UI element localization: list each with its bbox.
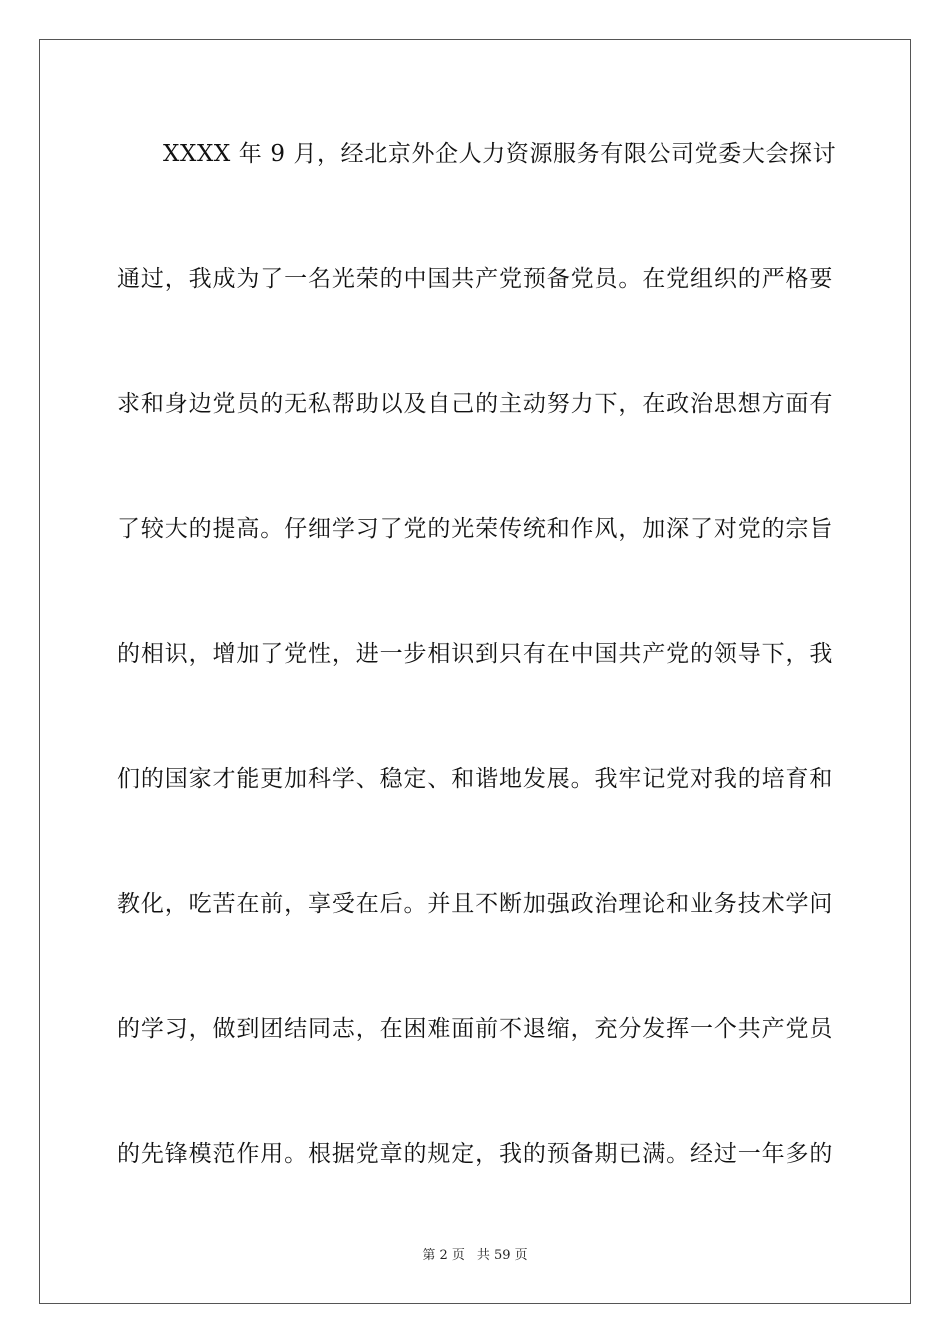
paragraph-line-8: 的学习，做到团结同志，在困难面前不退缩，充分发挥一个共产党员 — [117, 1016, 833, 1042]
page-footer — [0, 1248, 950, 1264]
paragraph-line-7: 教化，吃苦在前，享受在后。并且不断加强政治理论和业务技术学问 — [117, 891, 833, 917]
page-border — [39, 39, 911, 1304]
paragraph-line-4: 了较大的提高。仔细学习了党的光荣传统和作风，加深了对党的宗旨 — [117, 516, 833, 542]
paragraph-line-9: 的先锋模范作用。根据党章的规定，我的预备期已满。经过一年多的 — [117, 1141, 833, 1167]
paragraph-line-1: XXXX 年 9 月，经北京外企人力资源服务有限公司党委大会探讨 — [163, 141, 837, 167]
paragraph-line-5: 的相识，增加了党性，进一步相识到只有在中国共产党的领导下，我 — [117, 641, 833, 667]
page-total: 共 59 页 — [476, 1248, 528, 1263]
paragraph-line-3: 求和身边党员的无私帮助以及自己的主动努力下，在政治思想方面有 — [117, 391, 833, 417]
page-number: 第 2 页 — [422, 1248, 465, 1263]
paragraph-line-2: 通过，我成为了一名光荣的中国共产党预备党员。在党组织的严格要 — [117, 266, 833, 292]
paragraph-line-6: 们的国家才能更加科学、稳定、和谐地发展。我牢记党对我的培育和 — [117, 766, 833, 792]
